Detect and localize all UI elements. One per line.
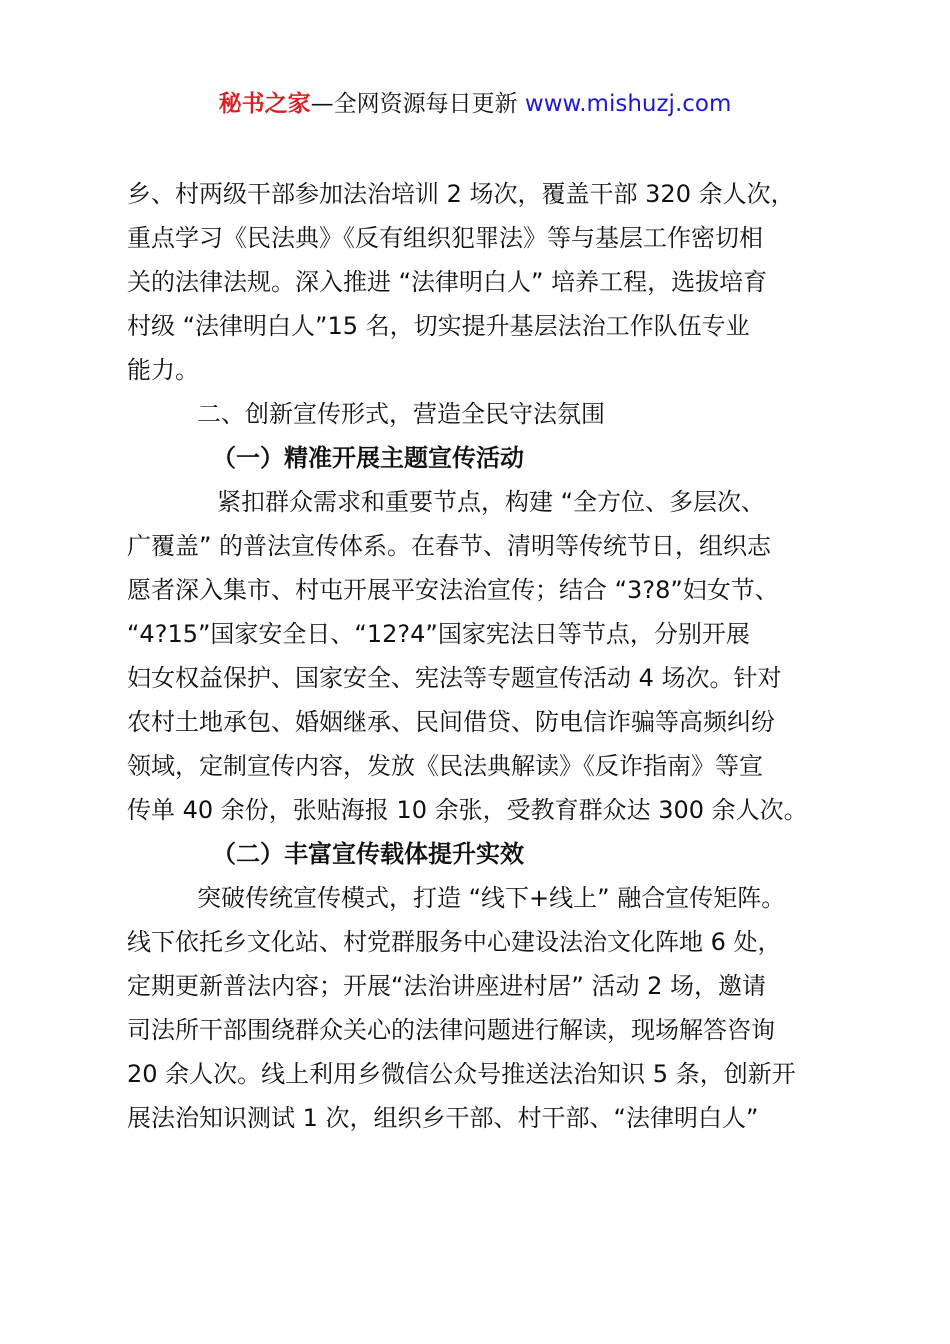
body-line: 定期更新普法内容；开展“法治讲座进村居” 活动 2 场，邀请 [127,972,767,1000]
body-line: 村级 “法律明白人”15 名，切实提升基层法治工作队伍专业 [127,312,750,340]
paragraph-start: 突破传统宣传模式，打造 “线下+线上” 融合宣传矩阵。 [197,884,786,912]
site-header [0,86,950,122]
body-line: 乡、村两级干部参加法治培训 2 场次，覆盖干部 320 余人次， [127,180,795,208]
body-line: 传单 40 余份，张贴海报 10 余张，受教育群众达 300 余人次。 [127,796,808,824]
paragraph-start: 紧扣群众需求和重要节点，构建 “全方位、多层次、 [217,488,766,516]
document-body [127,172,837,1140]
subsection-heading-1: （一）精准开展主题宣传活动 [212,444,524,472]
body-line: 愿者深入集市、村屯开展平安法治宣传；结合 “3?8”妇女节、 [127,576,779,604]
body-line: 重点学习《民法典》《反有组织犯罪法》等与基层工作密切相 [127,224,763,252]
body-line: 妇女权益保护、国家安全、宪法等专题宣传活动 4 场次。针对 [127,664,782,692]
body-line: 领域，定制宣传内容，发放《民法典解读》《反诈指南》等宣 [127,752,763,780]
body-line: “4?15”国家安全日、“12?4”国家宪法日等节点，分别开展 [127,620,750,648]
body-line: 线下依托乡文化站、村党群服务中心建设法治文化阵地 6 处， [127,928,782,956]
site-url: www.mishuzj.com [524,91,732,117]
subsection-heading-2: （二）丰富宣传载体提升实效 [212,840,524,868]
body-line: 展法治知识测试 1 次，组织乡干部、村干部、“法律明白人” [127,1104,759,1132]
body-line: 关的法律法规。深入推进 “法律明白人” 培养工程，选拔培育 [127,268,768,296]
body-line: 20 余人次。线上利用乡微信公众号推送法治知识 5 条，创新开 [127,1060,796,1088]
body-line: 农村土地承包、婚姻继承、民间借贷、防电信诈骗等高频纠纷 [127,708,775,736]
body-line: 广覆盖” 的普法宣传体系。在春节、清明等传统节日，组织志 [127,532,772,560]
brand-name: 秘书之家 [218,91,311,117]
section-heading: 二、创新宣传形式，营造全民守法氛围 [197,400,605,428]
body-line: 能力。 [127,356,199,384]
header-slogan: —全网资源每日更新 [310,91,525,117]
body-line: 司法所干部围绕群众关心的法律问题进行解读，现场解答咨询 [127,1016,775,1044]
